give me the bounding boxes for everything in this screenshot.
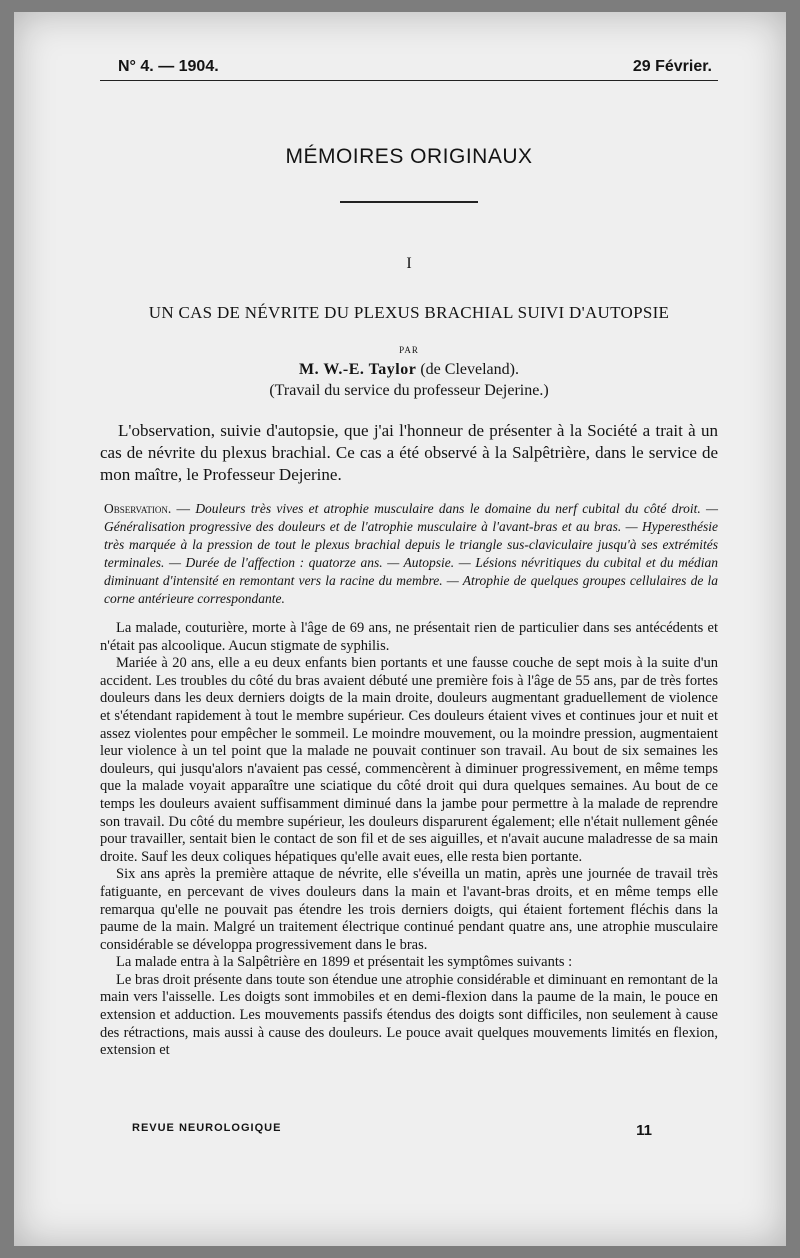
article-title: UN CAS DE NÉVRITE DU PLEXUS BRACHIAL SUIVI D'AUTOPSIE: [148, 303, 670, 322]
body-paragraph: La malade entra à la Salpêtrière en 1899 et présentait les symptômes suivants :: [116, 954, 573, 971]
running-header: [100, 58, 718, 81]
body-paragraph: Le bras droit présente dans toute son étendue une atrophie considérable et diminuant en remontant de la main vers l'aisselle. Les doigts sont immobiles et en demi-flexion dans la paume de la main, le pouce en extension et adduction. Les mouvements passifs étendus des doigts sont difficiles, non seulement à cause des rétractions, mais aussi à cause des douleurs. Le pouce avait quelques mouvements limités en flexion, extension et: [100, 971, 718, 1059]
observation-text: Douleurs très vives et atrophie musculaire dans le domaine du nerf cubital du côté droit. — Généralisation progressive des douleurs et de l'atrophie musculaire à l'avant-bras et au bras. — Hyperesthésie très marquée à la pression de tout le plexus brachial depuis le triangle sus-claviculaire jusqu'à ses extrémités terminales. — Durée de l'affection : quatorze ans. — Autopsie. — Lésions névritiques du cubital et du médian diminuant d'intensité en remontant vers la racine du membre. — Atrophie de quelques groupes cellulaires de la corne antérieure correspondante.: [104, 501, 719, 606]
page-sheet: [14, 12, 786, 1246]
intro-paragraph: L'observation, suivie d'autopsie, que j'ai l'honneur de présenter à la Société a trait à un cas de névrite du plexus brachial. Ce cas a été observé à la Salpêtrière, dans le service de mon maître, le Professeur Dejerine.: [100, 421, 718, 484]
observation-label: Observation.: [104, 501, 172, 516]
page-content: [100, 58, 718, 1060]
author-place: (de Cleveland).: [416, 361, 519, 378]
journal-name: REVUE NEUROLOGIQUE: [132, 1122, 282, 1134]
observation-summary: [100, 500, 718, 608]
page-number: 11: [636, 1122, 652, 1139]
author-name: M. W.-E. Taylor: [299, 361, 417, 378]
byline-par: PAR: [399, 345, 419, 355]
body-paragraph: La malade, couturière, morte à l'âge de 69 ans, ne présentait rien de particulier dans ses antécédents et n'était pas alcoolique. Aucun stigmate de syphilis.: [100, 620, 718, 654]
article-numeral: I: [406, 255, 412, 272]
issue-number: N° 4. — 1904.: [118, 58, 219, 75]
author-line: [100, 361, 718, 379]
section-rule: [340, 201, 478, 203]
body-text: [100, 620, 718, 1060]
page-footer: [132, 1122, 652, 1139]
body-paragraph: Mariée à 20 ans, elle a eu deux enfants bien portants et une fausse couche de sept mois à la suite d'un accident. Les troubles du côté du bras avaient débuté une première fois à l'âge de 55 ans, par de très fortes douleurs dans les deux derniers doigts de la main droite, douleurs augmentant graduellement de violence et s'étendant rapidement à tout le membre supérieur. Ces douleurs étaient vives et continues jour et nuit et assez violentes pour empêcher le sommeil. Le moindre mouvement, ou la moindre pression, augmentaient leur violence à un tel point que la malade ne pouvait continuer son travail. Au bout de six semaines les douleurs, qui jusqu'alors n'avaient pas cessé, commencèrent à diminuer progressivement, en même temps que la malade voyait apparaître une sciatique du côté droit qui dura quelques semaines. Au bout de ce temps les douleurs avaient suffisamment diminué dans la jambe pour permettre à la malade de reprendre son travail. Du côté du membre supérieur, les douleurs disparurent également; elle n'était nullement gênée pour travailler, sentait bien le contact de son fil et de ses aiguilles, et n'avait aucune maladresse de sa main droite. Sauf les deux coliques hépatiques qu'elle avait eues, elle resta bien portante.: [100, 655, 718, 865]
body-paragraph: Six ans après la première attaque de névrite, elle s'éveilla un matin, après une journée de travail très fatiguante, en percevant de vives douleurs dans la main et l'avant-bras droits, et en même temps elle remarqua qu'elle ne pouvait pas étendre les trois derniers doigts, qui étaient fortement fléchis dans la paume de la main. Malgré un traitement électrique continué pendant quatre ans, une atrophie musculaire considérable se développa progressivement dans le bras.: [100, 866, 718, 953]
observation-dash: —: [171, 501, 196, 516]
author-affiliation: (Travail du service du professeur Dejerine.): [269, 382, 549, 399]
issue-date: 29 Février.: [632, 58, 712, 75]
section-title: MÉMOIRES ORIGINAUX: [285, 145, 533, 168]
